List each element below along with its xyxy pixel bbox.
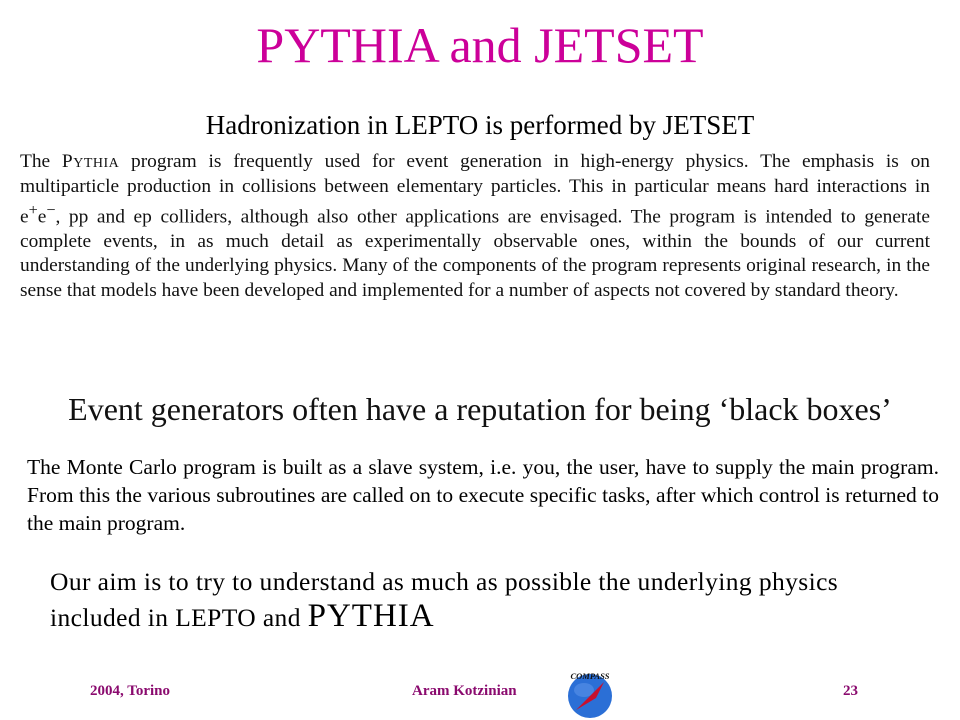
pythia-program-name: Pythia <box>61 151 120 172</box>
subtitle: Hadronization in LEPTO is performed by JETSET <box>205 110 755 140</box>
monte-carlo-text: The Monte Carlo program is built as a slave system, i.e. you, the user, have to supply the main program. From this the various subroutines are called on to execute specific tasks, after which control is returned to the main program. <box>27 455 939 535</box>
slide-title: PYTHIA and JETSET <box>256 17 704 73</box>
superscript-plus: + <box>28 202 38 219</box>
compass-logo <box>562 668 618 720</box>
footer-date: 2004, Torino <box>90 683 171 699</box>
pythia-excerpt <box>20 150 930 303</box>
footer-page-number: 23 <box>843 683 858 699</box>
excerpt-text: e <box>37 206 47 228</box>
compass-logo-text: COMPASS <box>570 671 610 681</box>
aim-text-body: Our aim is to try to understand as much as possible the underlying physics included in LEPTO and <box>50 567 839 632</box>
superscript-minus: − <box>46 202 56 219</box>
excerpt-text: , pp and ep colliders, although also other applications are envisaged. The program is intended to generate complete events, in as much detail as experimentally observable ones, within the bounds of our current understanding of the underlying physics. Many of the components of the program represents original research, in the sense that models have been developed and implemented for a number of aspects not covered by standard theory. <box>20 206 930 301</box>
excerpt-text: The <box>20 151 62 172</box>
aim-pythia-emphasis: PYTHIA <box>307 598 435 634</box>
excerpt-text: program is frequently used for event generation in high-energy physics. The emphasis is on multiparticle production in collisions between elementary particles. This in particular means hard interactions in e <box>20 151 931 228</box>
aim-text <box>50 565 910 635</box>
footer-author: Aram Kotzinian <box>412 683 517 699</box>
black-boxes-quote: Event generators often have a reputation for being ‘black boxes’ <box>68 391 892 427</box>
compass-logo-highlight <box>574 683 594 697</box>
